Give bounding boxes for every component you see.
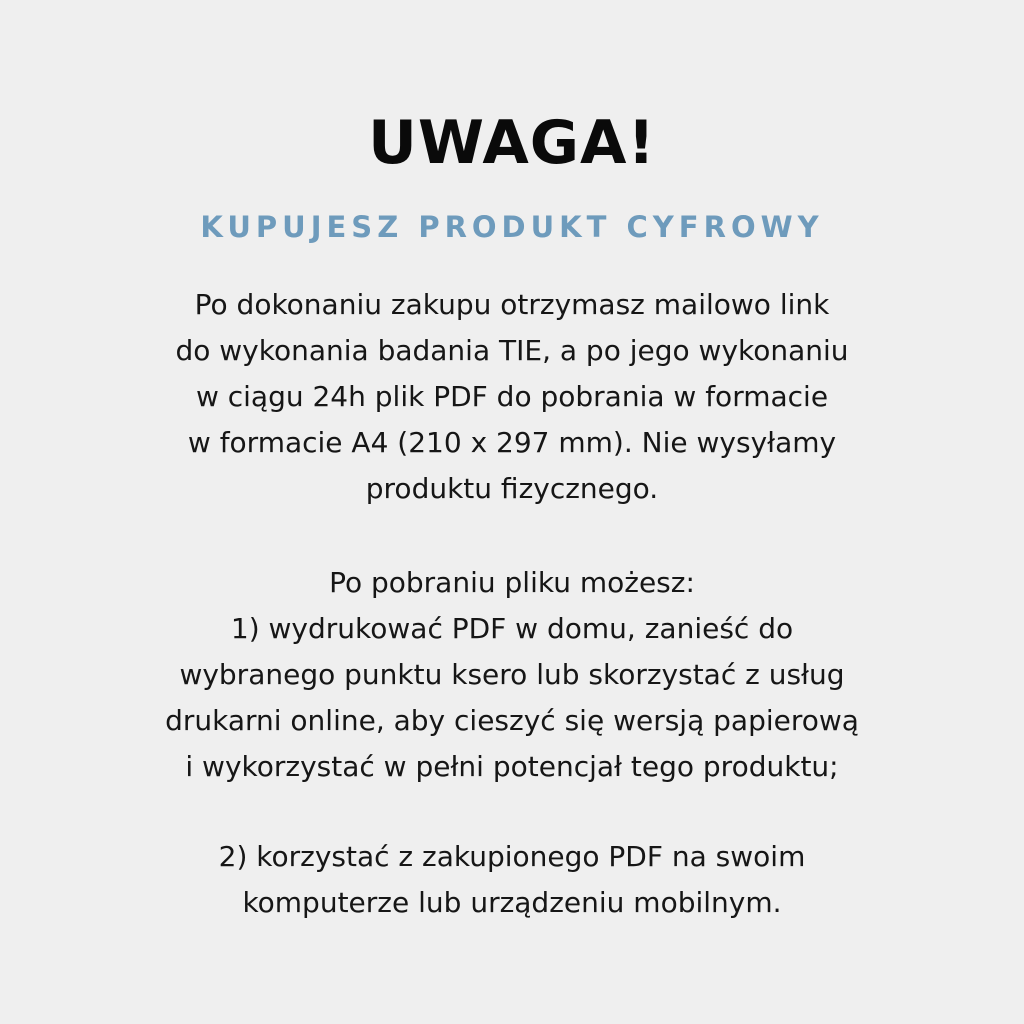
digital-use-paragraph (70, 834, 954, 926)
notice-title: UWAGA! (368, 108, 656, 178)
download-options-line: 1) wydrukować PDF w domu, zanieść do (230, 612, 794, 645)
purchase-info-line: Po dokonaniu zakupu otrzymasz mailowo link (194, 288, 830, 321)
purchase-info-line: do wykonania badania TIE, a po jego wykonaniu (175, 334, 849, 367)
purchase-info-line: w ciągu 24h plik PDF do pobrania w formacie (195, 380, 829, 413)
download-options-line: Po pobraniu pliku możesz: (329, 566, 695, 599)
digital-use-line: komputerze lub urządzeniu mobilnym. (242, 886, 782, 919)
download-options-paragraph (70, 560, 954, 790)
download-options-line: i wykorzystać w pełni potencjał tego produktu; (185, 750, 839, 783)
purchase-info-line: w formacie A4 (210 x 297 mm). Nie wysyłamy (187, 426, 837, 459)
digital-use-line: 2) korzystać z zakupionego PDF na swoim (218, 840, 806, 873)
notice-subtitle: KUPUJESZ PRODUKT CYFROWY (200, 210, 824, 244)
download-options-line: wybranego punktu ksero lub skorzystać z usług (179, 658, 845, 691)
purchase-info-paragraph (70, 282, 954, 512)
download-options-line: drukarni online, aby cieszyć się wersją papierową (165, 704, 859, 737)
purchase-info-line: produktu fizycznego. (365, 472, 659, 505)
